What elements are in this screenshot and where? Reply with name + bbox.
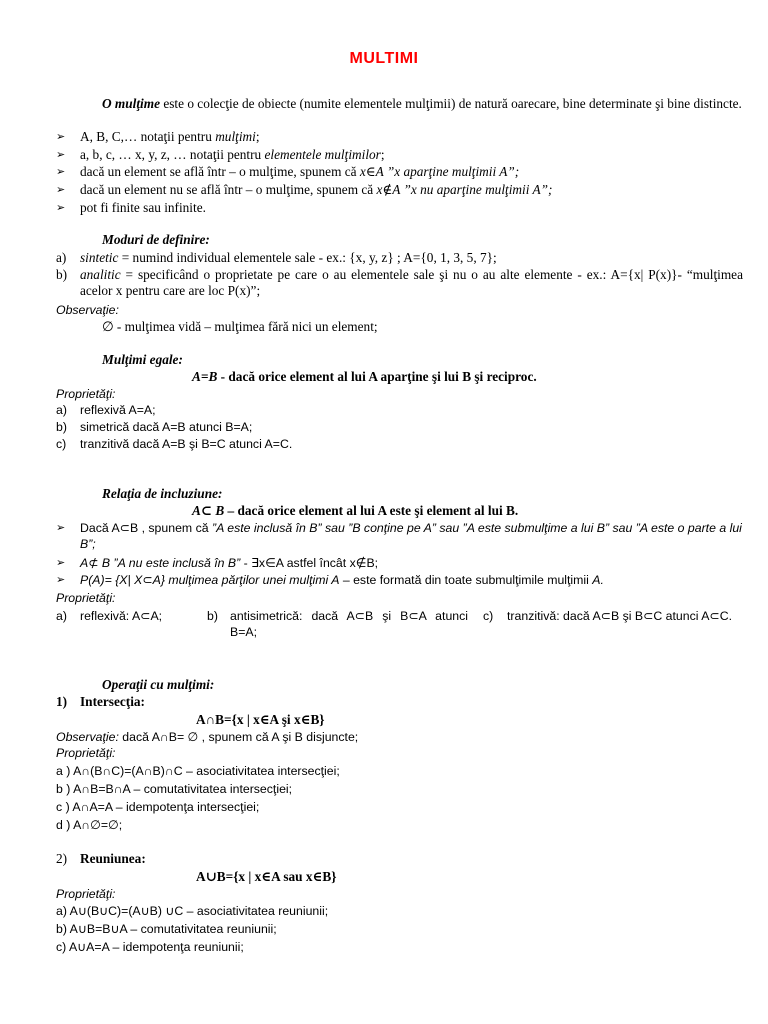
reuniune-proprietati-label: Proprietăţi: xyxy=(56,887,116,901)
bullet-arrow-icon: ➢ xyxy=(56,201,66,214)
intersectie-proprietati-label: Proprietăţi: xyxy=(56,746,116,760)
reuniune-prop-c: c) A∪A=A – idempotenţa reuniunii; xyxy=(56,940,244,954)
incluziune-bullet-1: Dacă A⊂B , spunem că ”A este inclusă în B” sau ”B conţine pe A” sau ”A este submulţime a lui B” sau ”A este o parte a lui B”; xyxy=(80,521,742,551)
intro-bullet-3: dacă un element se află într – o mulţime, spunem că x∈A ”x aparţine mulţimii A”; xyxy=(80,164,520,179)
incluziune-proprietati-label: Proprietăţi: xyxy=(56,591,116,605)
egale-definition: A=B - dacă orice element al lui A aparţine şi lui B şi reciproc. xyxy=(192,369,537,384)
incluziune-prop-a-text: reflexivă: A⊂A; xyxy=(80,609,163,623)
bullet-arrow-icon: ➢ xyxy=(56,148,66,161)
bullet-arrow-icon: ➢ xyxy=(56,183,66,196)
egale-prop-c-label: c) xyxy=(56,437,67,451)
section-heading-egale: Mulţimi egale: xyxy=(102,352,183,367)
section-heading-moduri: Moduri de definire: xyxy=(102,232,210,247)
intersectie-title: Intersecţia: xyxy=(80,694,145,709)
bullet-arrow-icon: ➢ xyxy=(56,130,66,143)
intersectie-definition: A∩B={x | x∈A şi x∈B} xyxy=(196,712,325,727)
incluziune-prop-b-label: b) xyxy=(207,609,218,623)
page-title: MULTIMI xyxy=(349,50,419,67)
intro-text: este o colecţie de obiecte (numite elementele mulţimii) de natură oarecare, bine determinate şi bine distincte. xyxy=(160,96,742,111)
bullet-arrow-icon: ➢ xyxy=(56,573,66,586)
incluziune-prop-c-label: c) xyxy=(483,609,494,623)
moduri-b-label: b) xyxy=(56,267,68,282)
intro-bullet-2: a, b, c, … x, y, z, … notaţii pentru elementele mulţimilor; xyxy=(80,147,385,162)
moduri-a-text: sintetic = numind individual elementele sale - ex.: {x, y, z} ; A={0, 1, 3, 5, 7}; xyxy=(80,250,497,265)
reuniune-number: 2) xyxy=(56,851,68,866)
egale-prop-b-label: b) xyxy=(56,420,67,434)
incluziune-definition: A⊂ B – dacă orice element al lui A este şi element al lui B. xyxy=(192,503,519,518)
bullet-arrow-icon: ➢ xyxy=(56,521,66,534)
egale-prop-b-text: simetrică dacă A=B atunci B=A; xyxy=(80,420,253,434)
intersectie-prop-b: b ) A∩B=B∩A – comutativitatea intersecţiei; xyxy=(56,782,293,796)
incluziune-bullet-3: P(A)= {X| X⊂A} mulţimea părţilor unei mulţimi A – este formată din toate submulţimile mulţimii A. xyxy=(80,573,604,587)
intersectie-number: 1) xyxy=(56,694,68,709)
moduri-observatie-text: ∅ - mulţimea vidă – mulţimea fără nici un element; xyxy=(102,319,378,334)
section-heading-incluziune: Relaţia de incluziune: xyxy=(102,486,223,501)
moduri-a-label: a) xyxy=(56,250,67,265)
intro-bullet-4: dacă un element nu se află într – o mulţime, spunem că x∉A ”x nu aparţine mulţimii A”; xyxy=(80,182,553,197)
incluziune-prop-a-label: a) xyxy=(56,609,67,623)
egale-prop-c-text: tranzitivă dacă A=B şi B=C atunci A=C. xyxy=(80,437,293,451)
intersectie-prop-a: a ) A∩(B∩C)=(A∩B)∩C – asociativitatea intersecţiei; xyxy=(56,764,340,778)
intro-term: O mulţime xyxy=(102,96,160,111)
section-heading-operatii: Operaţii cu mulţimi: xyxy=(102,677,215,692)
incluziune-bullet-2: A⊄ B ”A nu este inclusă în B” - ∃x∈A astfel încât x∉B; xyxy=(80,556,379,570)
intro-bullet-5: pot fi finite sau infinite. xyxy=(80,200,206,215)
intro-paragraph xyxy=(56,96,743,112)
moduri-observatie-label: Observaţie: xyxy=(56,303,119,317)
intersectie-observatie: Observaţie: dacă A∩B= ∅ , spunem că A şi B disjuncte; xyxy=(56,730,359,744)
reuniune-prop-b: b) A∪B=B∪A – comutativitatea reuniunii; xyxy=(56,922,277,936)
intersectie-prop-d: d ) A∩∅=∅; xyxy=(56,818,123,832)
egale-proprietati-label: Proprietăţi: xyxy=(56,387,116,401)
intro-bullet-1: A, B, C,… notaţii pentru mulţimi; xyxy=(80,129,260,144)
bullet-arrow-icon: ➢ xyxy=(56,556,66,569)
reuniune-prop-a: a) A∪(B∪C)=(A∪B) ∪C – asociativitatea reuniunii; xyxy=(56,904,329,918)
reuniune-title: Reuniunea: xyxy=(80,851,146,866)
egale-prop-a-text: reflexivă A=A; xyxy=(80,403,156,417)
intersectie-prop-c: c ) A∩A=A – idempotenţa intersecţiei; xyxy=(56,800,260,814)
bullet-arrow-icon: ➢ xyxy=(56,165,66,178)
egale-prop-a-label: a) xyxy=(56,403,67,417)
incluziune-prop-b-text: antisimetrică: dacă A⊂B şi B⊂A atunci B=A; xyxy=(230,609,468,639)
incluziune-prop-c-text: tranzitivă: dacă A⊂B şi B⊂C atunci A⊂C. xyxy=(507,609,733,623)
moduri-b-text: analitic = specificând o proprietate pe care o au elementele sale şi nu o au alte elemente - ex.: A={x| P(x)}- “mulţimea acelor x pentru care are loc P(x)”; xyxy=(80,267,743,298)
reuniune-definition: A∪B={x | x∈A sau x∈B} xyxy=(196,869,337,884)
